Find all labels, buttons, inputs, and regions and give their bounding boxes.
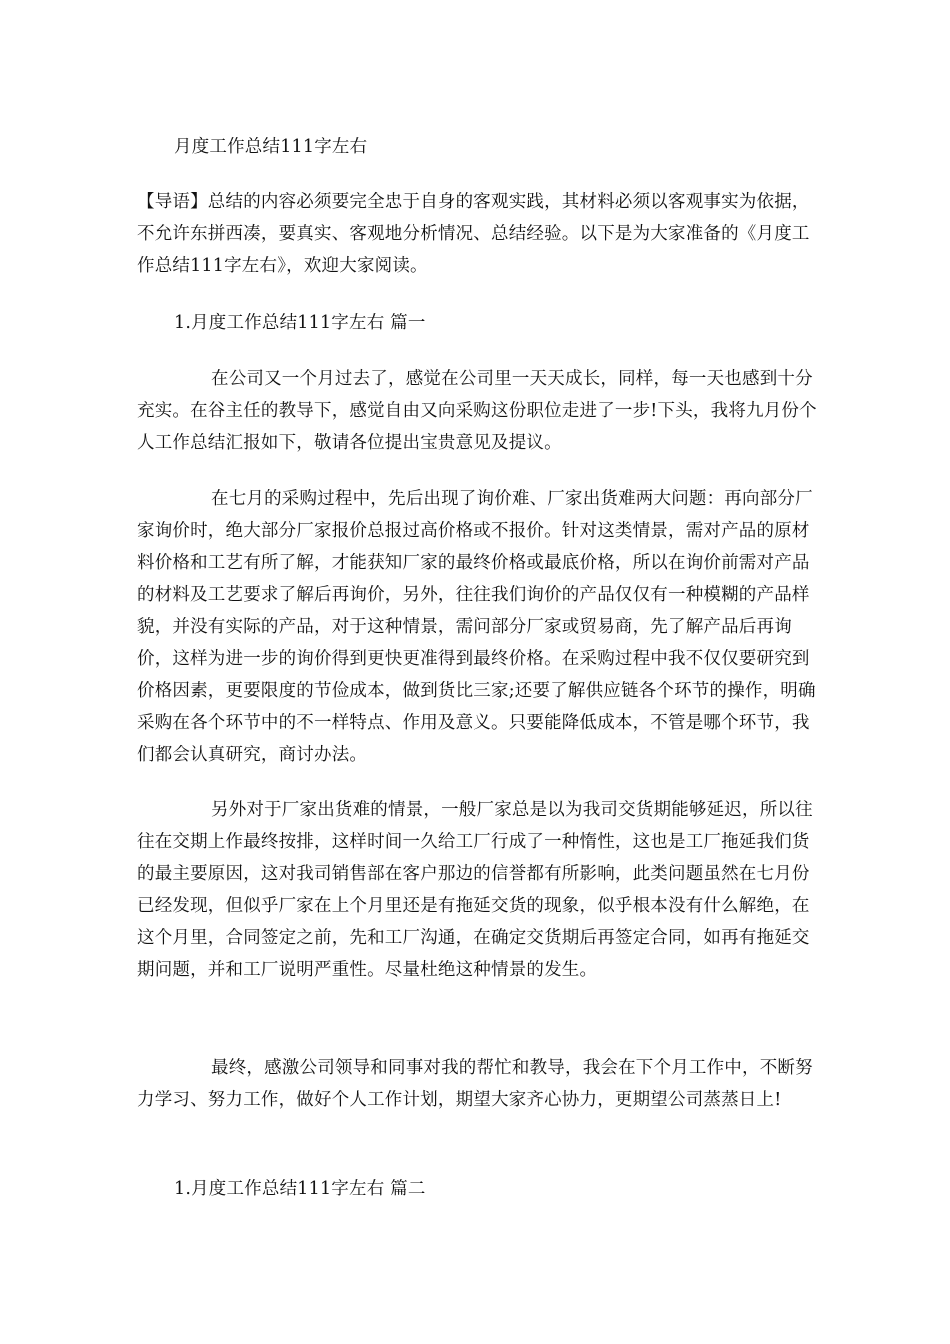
body-paragraph-3: 另外对于厂家出货难的情景，一般厂家总是以为我司交货期能够延迟，所以往往在交期上作最终按排，这样时间一久给工厂行成了一种惰性，这也是工厂拖延我们货的最主要原因，这对我司销售部在客户那边的信誉都有所影响，此类问题虽然在七月份已经发现，但似乎厂家在上个月里还是有拖延交货的现象，似乎根本没有什么解绝，在这个月里，合同签定之前，先和工厂沟通，在确定交货期后再签定合同，如再有拖延交期问题，并和工厂说明严重性。尽量杜绝这种情景的发生。 <box>137 800 813 980</box>
intro-paragraph: 【导语】总结的内容必须要完全忠于自身的客观实践，其材料必须以客观事实为依据，不允许东拼西凑，要真实、客观地分析情况、总结经验。以下是为大家准备的《月度工作总结111字左右》，欢迎大家阅读。 <box>137 192 810 276</box>
body-paragraph-4: 最终，感激公司领导和同事对我的帮忙和教导，我会在下个月工作中，不断努力学习、努力工作，做好个人工作计划，期望大家齐心协力，更期望公司蒸蒸日上! <box>137 1058 813 1110</box>
section-heading-1: 1.月度工作总结111字左右 篇一 <box>174 313 426 333</box>
document-title: 月度工作总结111字左右 <box>174 137 368 157</box>
body-paragraph-2: 在七月的采购过程中，先后出现了询价难、厂家出货难两大问题：再向部分厂家询价时，绝大部分厂家报价总报过高价格或不报价。针对这类情景，需对产品的原材料价格和工艺有所了解，才能获知厂家的最终价格或最底价格，所以在询价前需对产品的材料及工艺要求了解后再询价，另外，往往我们询价的产品仅仅有一种模糊的产品样貌，并没有实际的产品，对于这种情景，需问部分厂家或贸易商，先了解产品后再询价，这样为进一步的询价得到更快更准得到最终价格。在采购过程中我不仅仅要研究到价格因素，更要限度的节俭成本，做到货比三家;还要了解供应链各个环节的操作，明确采购在各个环节中的不一样特点、作用及意义。只要能降低成本，不管是哪个环节，我们都会认真研究，商讨办法。 <box>137 489 816 765</box>
body-paragraph-1: 在公司又一个月过去了，感觉在公司里一天天成长，同样，每一天也感到十分充实。在谷主任的教导下，感觉自由又向采购这份职位走进了一步!下头，我将九月份个人工作总结汇报如下，敬请各位提出宝贵意见及提议。 <box>137 369 817 453</box>
section-heading-2: 1.月度工作总结111字左右 篇二 <box>174 1179 426 1199</box>
